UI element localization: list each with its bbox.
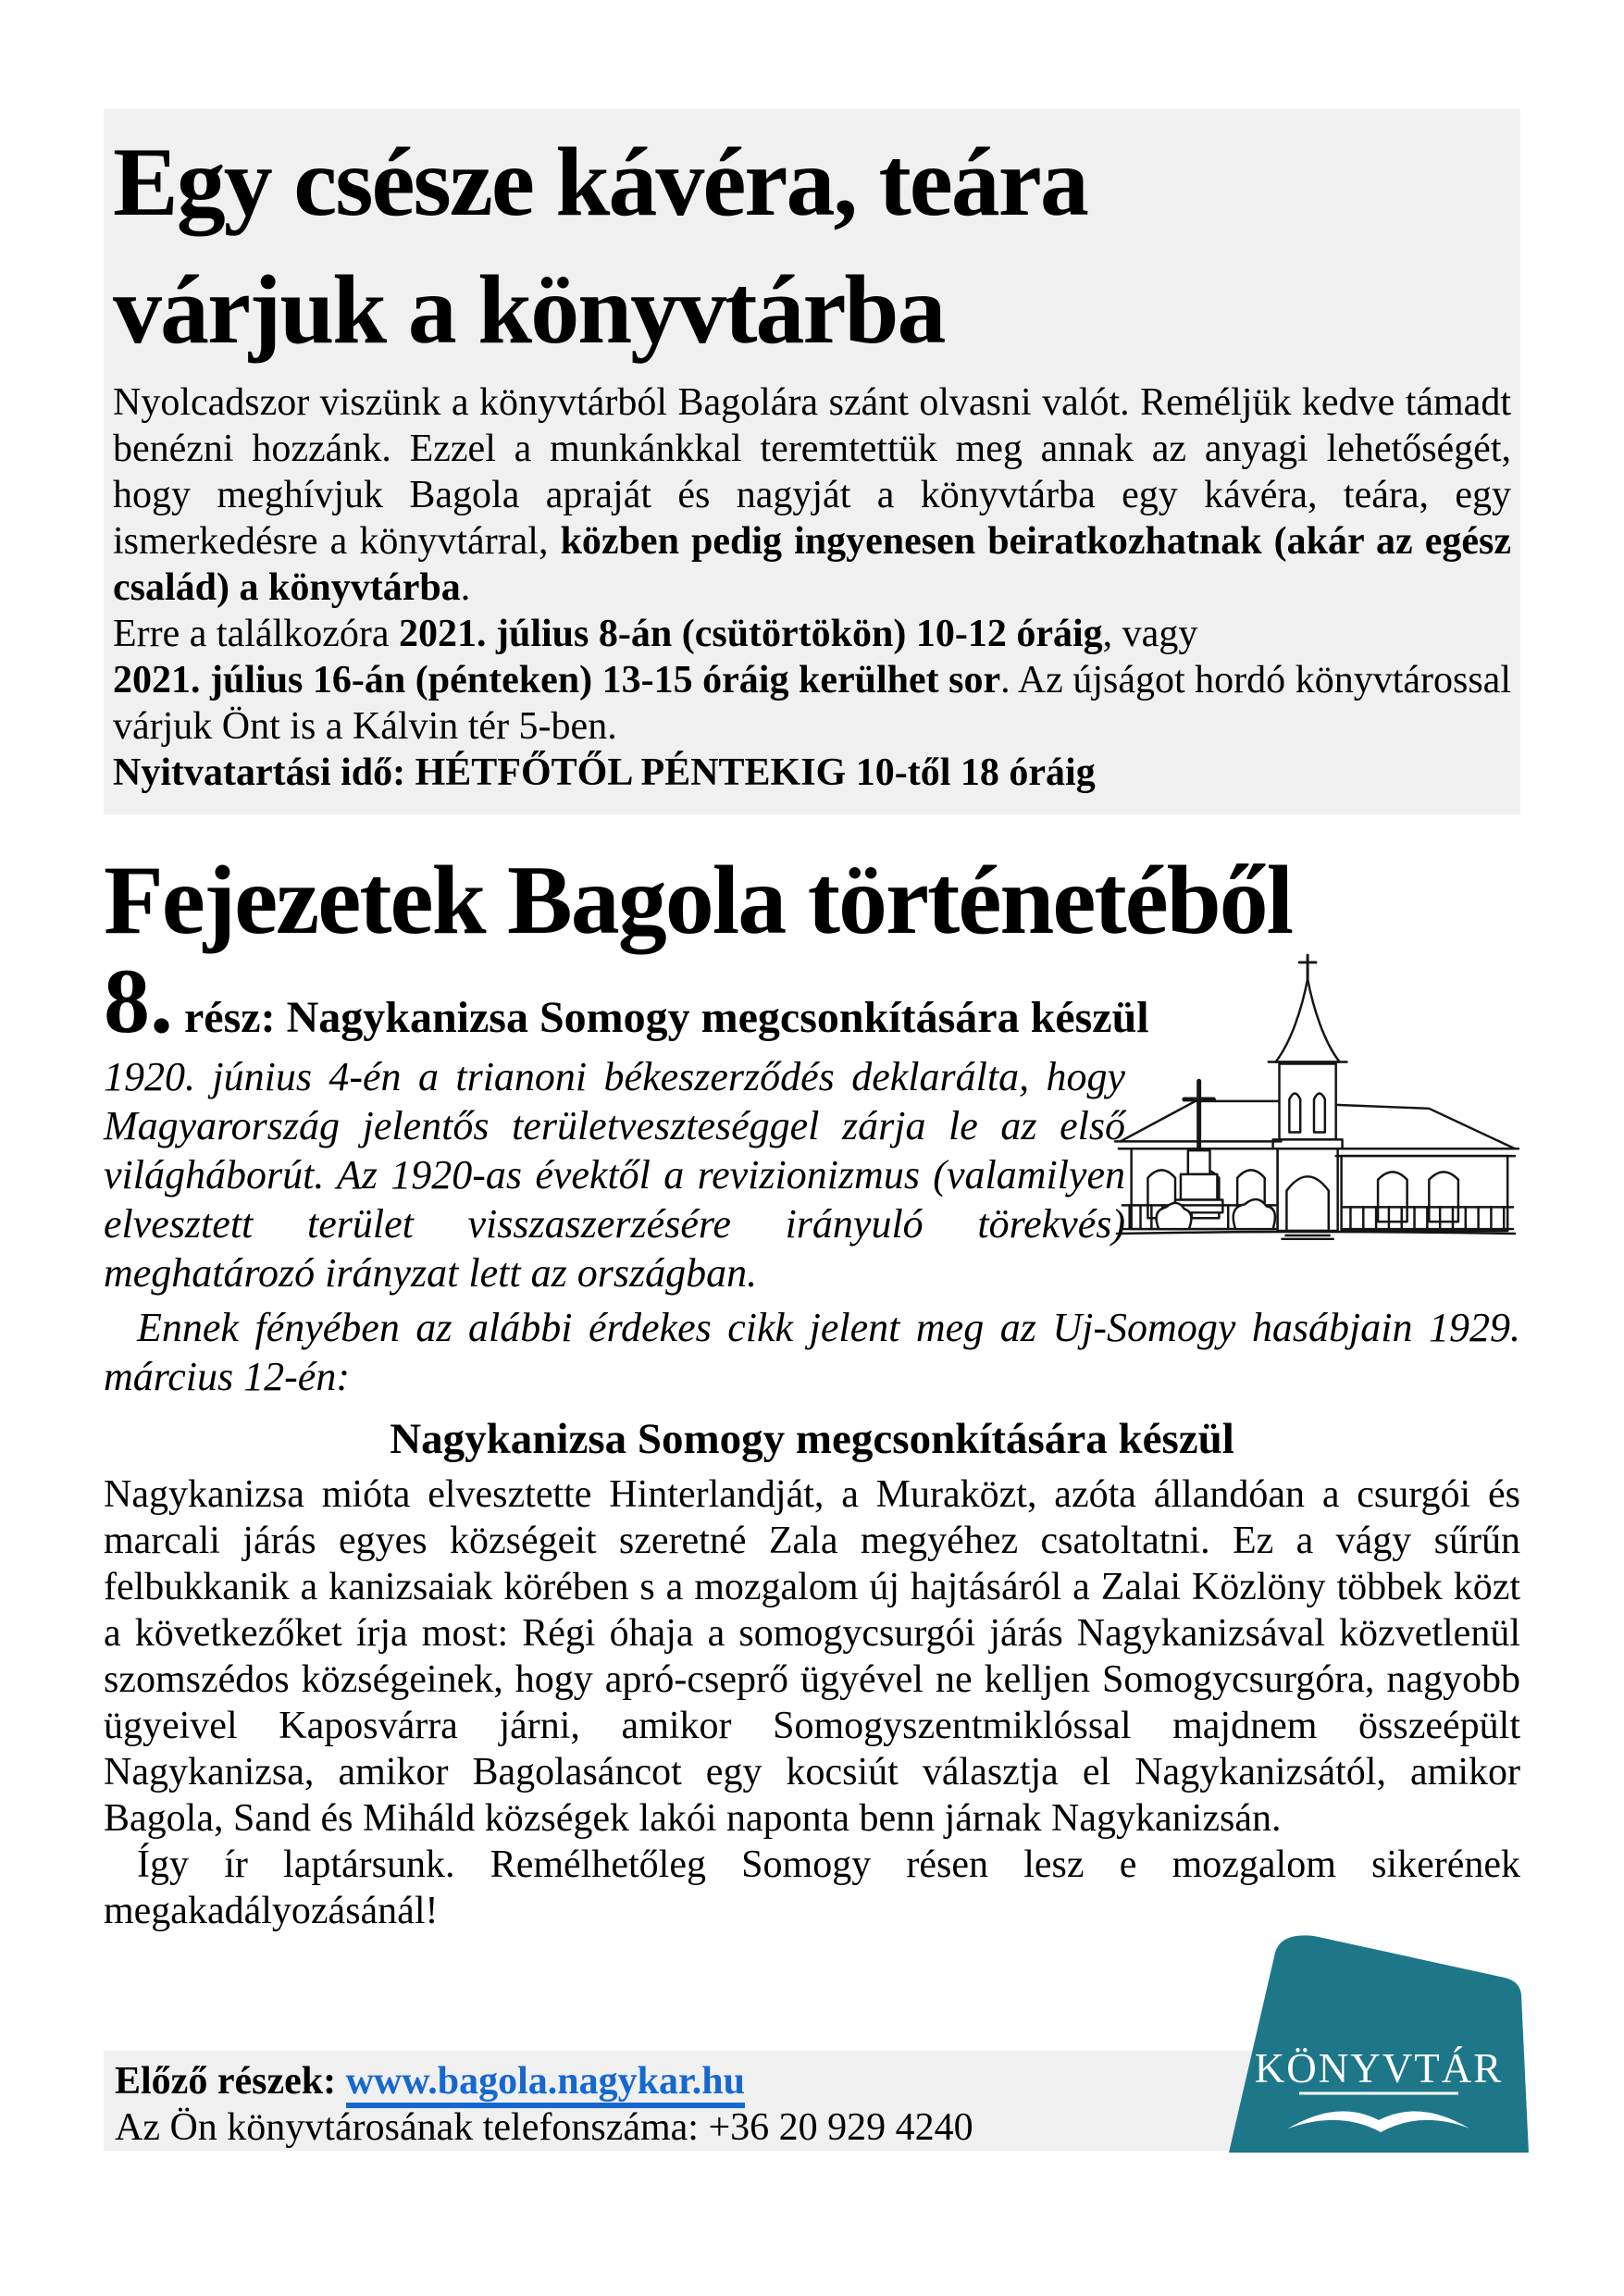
page-title-line1: Egy csésze kávéra, teára (113, 128, 1087, 236)
invitation-text: Nyolcadszor viszünk a könyvtárból Bagolára szánt olvasni valót. Reméljük kedve támadt benézni hozzánk. Ezzel a munkánkkal teremtettük meg annak az anyagi lehetőségét, hogy meghívjuk Bagola apraját és nagyját a könyvtárba egy kávéra, teára, egy ismerkedésre a könyvtárral, (113, 381, 1511, 563)
logo-teal-shape (1229, 1935, 1529, 2153)
meeting-intro: Erre a találkozóra (113, 613, 399, 655)
invitation-section (104, 109, 1520, 814)
meeting-dates-paragraph (113, 611, 1511, 750)
invitation-text-end: . (460, 566, 471, 609)
previous-parts-link[interactable]: www.bagola.nagykar.hu (346, 2060, 745, 2108)
phone-line: Az Ön könyvtárosának telefonszáma: +36 20 929 4240 (115, 2106, 973, 2149)
page-title-line2: várjuk a könyvtárba (113, 255, 945, 364)
free-signup-highlight: közben pedig ingyenesen beiratkozhatnak (akár az egész család) a könyvtárba (113, 520, 1511, 609)
church-line-drawing-icon (1108, 951, 1520, 1240)
invitation-paragraph (113, 379, 1511, 611)
page-title (113, 118, 1511, 374)
part-title: rész: Nagykanizsa Somogy megcsonkítására készül (184, 993, 1149, 1042)
logo-wordmark: KÖNYVTÁR (1254, 2045, 1504, 2091)
meeting-location: . Az újságot hordó könyvtárossal várjuk Önt is a Kálvin tér 5-ben. (113, 659, 1511, 748)
opening-hours: Nyitvatartási idő: HÉTFŐTŐL PÉNTEKIG 10-től 18 óráig (113, 751, 1096, 794)
meeting-date-1: 2021. július 8-án (csütörtökön) 10-12 óráig (398, 613, 1103, 655)
history-section (104, 844, 1520, 1934)
library-logo-icon (1203, 1923, 1536, 2154)
meeting-date-2: 2021. július 16-án (pénteken) 13-15 óráig kerülhet sor (113, 659, 1001, 701)
library-logo (1203, 1923, 1536, 2154)
section-title: Fejezetek Bagola történetéből (104, 846, 1293, 954)
part-number: 8. (104, 949, 173, 1052)
previous-parts-label: Előző részek: (115, 2060, 346, 2103)
closing-paragraph: Így ír laptársunk. Remélhetőleg Somogy résen lesz e mozgalom sikerének megakadályozásánál! (104, 1843, 1520, 1932)
article-body: Nagykanizsa mióta elvesztette Hinterlandját, a Muraközt, azóta állandóan a csurgói és marcali járás egyes községeit szeretné Zala megyéhez csatoltatni. Ez a vágy sűrűn felbukkanik a kanizsaiak körében s a mozgalom új hajtásáról a Zalai Közlöny többek közt a következőket írja most: Régi óhaja a somogycsurgói járás Nagykanizsával közvetlenül szomszédos községeinek, hogy apró-cseprő ügyével ne kelljen Somogycsurgóra, nagyobb ügyeivel Kaposvárra járni, amikor Somogyszentmiklóssal majdnem összeépült Nagykanizsa, amikor Bagolasáncot egy kocsiút választja el Nagykanizsától, amikor Bagola, Sand és Miháld községek lakói naponta benn járnak Nagykanizsán. (104, 1473, 1520, 1840)
lead-paragraph: 1920. június 4-én a trianoni békeszerződés deklarálta, hogy Magyarország jelentős területveszteséggel zárja le az első világháborút. Az 1920-as évektől a revizionizmus (valamilyen elvesztett terület visszaszerzésére irányuló törekvés) meghatározó irányzat lett az országban. (104, 1054, 1125, 1296)
meeting-or: , vagy (1102, 613, 1198, 655)
lead-paragraph-2: Ennek fényében az alábbi érdekes cikk jelent meg az Uj-Somogy hasábjain 1929. március 12-én: (104, 1305, 1520, 1399)
article-heading: Nagykanizsa Somogy megcsonkítására készül (390, 1415, 1234, 1463)
